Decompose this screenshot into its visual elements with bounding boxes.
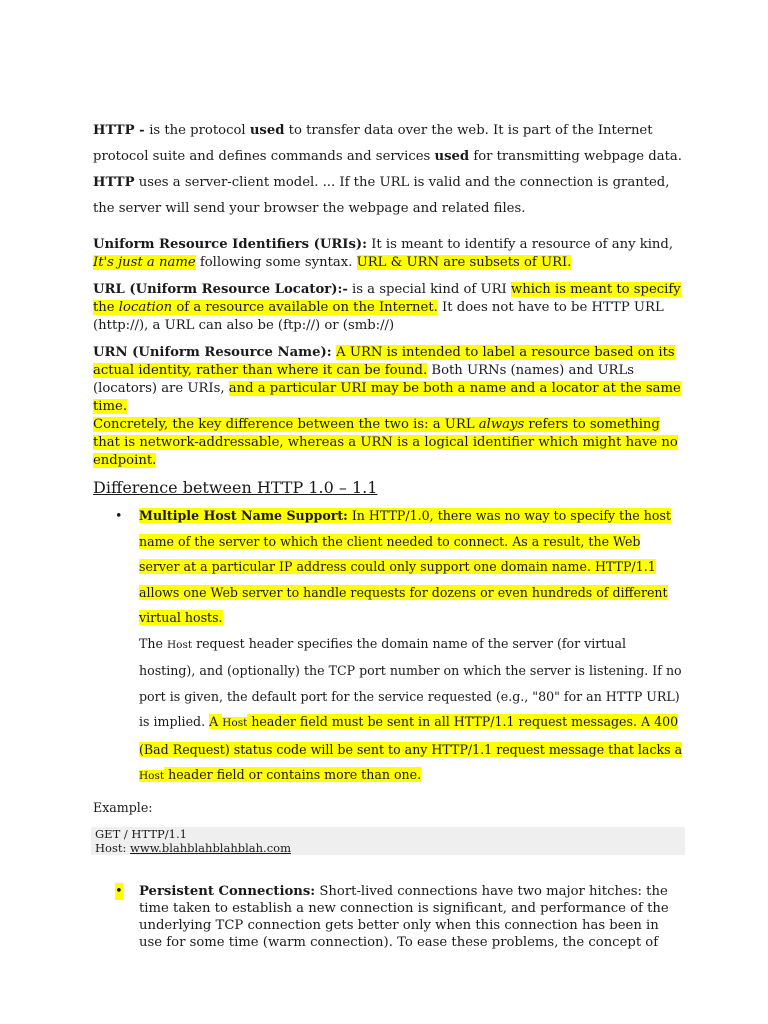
- code-line-host: Host: www.blahblahblahblah.com: [95, 840, 291, 855]
- bullet-icon: •: [115, 883, 123, 899]
- document-page: [93, 118, 683, 951]
- http-differences-list: [93, 503, 683, 790]
- example-code-block: [91, 827, 685, 855]
- bullet-icon: •: [115, 508, 123, 523]
- uri-term: Uniform Resource Identifiers (URIs):: [93, 237, 367, 252]
- urn-term: URN (Uniform Resource Name):: [93, 345, 337, 360]
- http-differences-list-continued: [93, 883, 683, 951]
- url-paragraph: URL (Uniform Resource Locator):- is a special kind of URI which is meant to specify the location of a resource available on the Internet. It does not have to be HTTP URL (http://), a URL can also be (ftp://) or (smb://): [93, 282, 681, 333]
- urn-paragraph: URN (Uniform Resource Name): A URN is intended to label a resource based on its actual identity, rather than where it can be found. Both URNs (names) and URLs (locators) are URIs, and a particular URI may be both a name and a locator at the same time. Concretely, the key difference between the two is: a URL always refers to something that is network-addressable, whereas a URN is a logical identifier which might have no endpoint.: [93, 345, 681, 468]
- url-term: URL (Uniform Resource Locator):-: [93, 282, 348, 297]
- list-item-persistent-connections: • Persistent Connections: Short-lived connections have two major hitches: the time taken to establish a new connection is significant, and performance of the underlying TCP connection gets better only when this connection has been in use for some time (warm connection). To ease these problems, the concept of: [115, 883, 669, 950]
- example-host-link[interactable]: www.blahblahblahblah.com: [130, 840, 291, 855]
- http-term: HTTP -: [93, 123, 150, 138]
- list-item-host-support: • Multiple Host Name Support: In HTTP/1.0, there was no way to specify the host name of the server to which the client needed to connect. As a result, the Web server at a particular IP address could only support one domain name. HTTP/1.1 allows one Web server to handle requests for dozens or even hundreds of different virtual hosts. The Host request header specifies the domain name of the server (for virtual hosting), and (optionally) the TCP port number on which the server is listening. If no port is given, the default port for the service requested (e.g., "80" for an HTTP URL) is implied. A Host header field must be sent in all HTTP/1.1 request messages. A 400 (Bad Request) status code will be sent to any HTTP/1.1 request message that lacks a Host header field or contains more than one.: [93, 503, 683, 790]
- example-label: Example:: [93, 799, 153, 815]
- uri-paragraph: Uniform Resource Identifiers (URIs): It is meant to identify a resource of any kind, It's just a name following some syntax. URL & URN are subsets of URI.: [93, 237, 674, 270]
- code-line-request: GET / HTTP/1.1: [95, 826, 187, 841]
- http-paragraph: HTTP - is the protocol used to transfer data over the web. It is part of the Internet protocol suite and defines commands and services used for transmitting webpage data. HTTP uses a server-client model. ... If the URL is valid and the connection is granted, the server will send your browser the webpage and related files.: [93, 123, 682, 216]
- section-heading: Difference between HTTP 1.0 – 1.1: [93, 478, 378, 497]
